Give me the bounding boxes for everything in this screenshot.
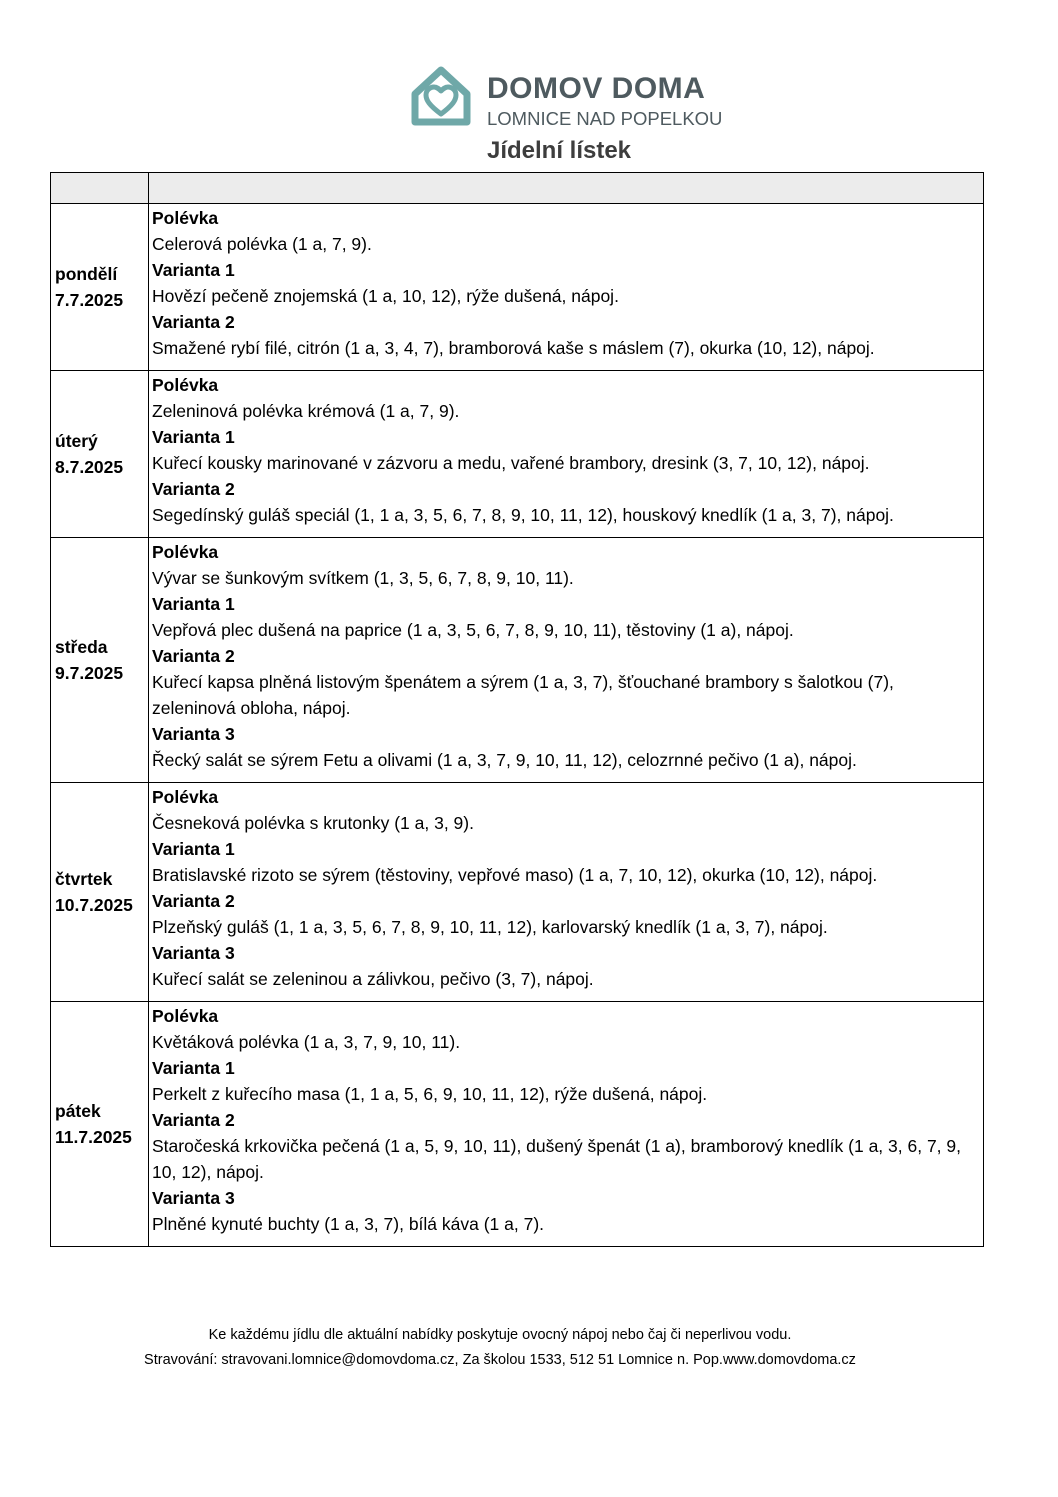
page-title — [0, 136, 1058, 160]
day-name: pátek — [55, 1101, 101, 1121]
meal-label: Varianta 2 — [152, 891, 235, 911]
footer-note — [0, 1327, 1058, 1343]
day-cell — [51, 783, 149, 1002]
page-title-text: Jídelní lístek — [486, 137, 632, 160]
day-cell — [51, 371, 149, 538]
day-cell — [51, 538, 149, 783]
meal-label: Varianta 1 — [152, 839, 235, 859]
meal-label: Varianta 3 — [152, 1188, 235, 1208]
day-row — [51, 538, 984, 783]
meal-text: Hovězí pečeně znojemská (1 a, 10, 12), rýže dušená, nápoj. — [152, 286, 619, 306]
brand-subtitle: LOMNICE NAD POPELKOU — [487, 108, 723, 129]
meal-text: Bratislavské rizoto se sýrem (těstoviny, vepřové maso) (1 a, 7, 10, 12), okurka (10, 12), nápoj. — [152, 865, 878, 885]
day-date: 10.7.2025 — [55, 895, 133, 915]
meals-cell — [149, 1002, 984, 1247]
house-heart-icon — [409, 64, 473, 128]
meal-label: Polévka — [152, 375, 219, 395]
day-row — [51, 1002, 984, 1247]
meal-text: Segedínský guláš speciál (1, 1 a, 3, 5, 6, 7, 8, 9, 10, 11, 12), houskový knedlík (1 a, 3, 7), nápoj. — [152, 505, 894, 525]
meal-text: Vepřová plec dušená na paprice (1 a, 3, 5, 6, 7, 8, 9, 10, 11), těstoviny (1 a), nápoj. — [152, 620, 794, 640]
day-row — [51, 204, 984, 371]
day-row — [51, 371, 984, 538]
meals-cell — [149, 783, 984, 1002]
meal-label: Polévka — [152, 1006, 219, 1026]
footer-note-text: Ke každému jídlu dle aktuální nabídky poskytuje ovocný nápoj nebo čaj či neperlivou vodu. — [208, 1327, 792, 1343]
meal-text: Zeleninová polévka krémová (1 a, 7, 9). — [152, 401, 460, 421]
meal-label: Varianta 3 — [152, 943, 235, 963]
table-header-row — [51, 173, 984, 204]
meal-text: Kuřecí salát se zeleninou a zálivkou, pečivo (3, 7), nápoj. — [152, 969, 594, 989]
day-date: 7.7.2025 — [55, 290, 124, 310]
day-date: 11.7.2025 — [55, 1127, 132, 1147]
day-name: středa — [55, 637, 108, 657]
meals-cell — [149, 371, 984, 538]
day-date: 9.7.2025 — [55, 663, 124, 683]
footer-contact-text: Stravování: stravovani.lomnice@domovdoma.cz, Za školou 1533, 512 51 Lomnice n. Pop.www.domovdoma.cz — [144, 1352, 856, 1368]
meal-text: Plzeňský guláš (1, 1 a, 3, 5, 6, 7, 8, 9, 10, 11, 12), karlovarský knedlík (1 a, 3, 7), nápoj. — [152, 917, 828, 937]
meal-text: Česneková polévka s krutonky (1 a, 3, 9). — [152, 813, 474, 833]
brand-name: DOMOV DOMA — [487, 72, 706, 105]
meal-label: Polévka — [152, 542, 219, 562]
day-date: 8.7.2025 — [55, 457, 124, 477]
meal-text: Smažené rybí filé, citrón (1 a, 3, 4, 7), bramborová kaše s máslem (7), okurka (10, 12), nápoj. — [152, 338, 875, 358]
day-cell — [51, 1002, 149, 1247]
header-cell-meals — [149, 173, 984, 204]
meal-label: Varianta 2 — [152, 479, 235, 499]
meal-label: Polévka — [152, 208, 219, 228]
day-name: pondělí — [55, 264, 118, 284]
meal-text: Vývar se šunkovým svítkem (1, 3, 5, 6, 7, 8, 9, 10, 11). — [152, 568, 574, 588]
meal-text: Květáková polévka (1 a, 3, 7, 9, 10, 11). — [152, 1032, 461, 1052]
meal-label: Varianta 1 — [152, 260, 235, 280]
meal-label: Varianta 2 — [152, 646, 235, 666]
meal-label: Varianta 2 — [152, 1110, 235, 1130]
day-row — [51, 783, 984, 1002]
menu-table — [50, 172, 984, 1247]
meals-cell — [149, 204, 984, 371]
meal-text: Staročeská krkovička pečená (1 a, 5, 9, 10, 11), dušený špenát (1 a), bramborový knedlík (1 a, 3, 6, 7, 9, 10, 12), nápoj. — [152, 1136, 961, 1182]
meal-label: Varianta 1 — [152, 594, 235, 614]
footer-contact — [0, 1352, 1058, 1368]
day-cell — [51, 204, 149, 371]
meals-cell — [149, 538, 984, 783]
meal-label: Varianta 3 — [152, 724, 235, 744]
header-cell-day — [51, 173, 149, 204]
day-name: úterý — [55, 431, 98, 451]
meal-label: Varianta 1 — [152, 427, 235, 447]
meal-text: Plněné kynuté buchty (1 a, 3, 7), bílá káva (1 a, 7). — [152, 1214, 545, 1234]
meal-text: Řecký salát se sýrem Fetu a olivami (1 a, 3, 7, 9, 10, 11, 12), celozrnné pečivo (1 a), nápoj. — [152, 750, 857, 770]
meal-text: Celerová polévka (1 a, 7, 9). — [152, 234, 372, 254]
meal-text: Kuřecí kapsa plněná listovým špenátem a sýrem (1 a, 3, 7), šťouchané brambory s šalotkou (7), zeleninová obloha, nápoj. — [152, 672, 894, 718]
meal-label: Polévka — [152, 787, 219, 807]
meal-label: Varianta 2 — [152, 312, 235, 332]
meal-text: Perkelt z kuřecího masa (1, 1 a, 5, 6, 9, 10, 11, 12), rýže dušená, nápoj. — [152, 1084, 708, 1104]
meal-label: Varianta 1 — [152, 1058, 235, 1078]
meal-text: Kuřecí kousky marinované v zázvoru a medu, vařené brambory, dresink (3, 7, 10, 12), nápoj. — [152, 453, 870, 473]
logo — [405, 58, 735, 134]
day-name: čtvrtek — [55, 869, 113, 889]
